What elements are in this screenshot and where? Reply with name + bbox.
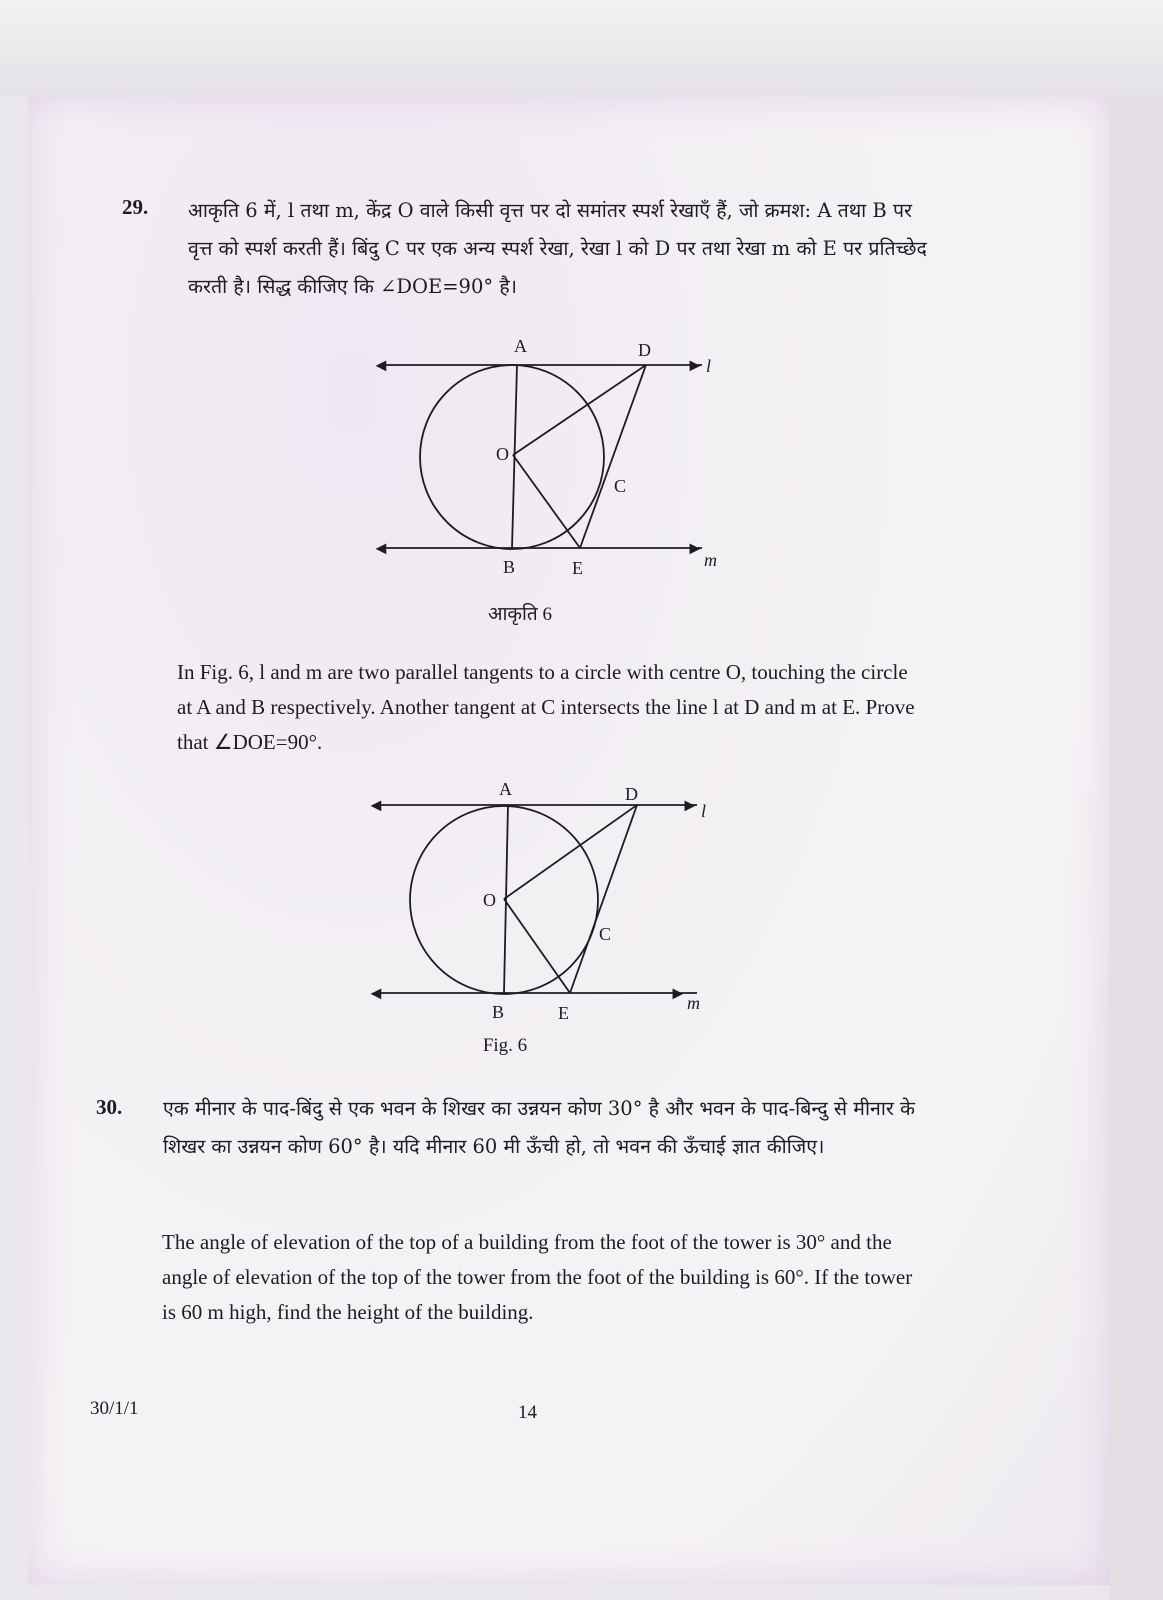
segment-od bbox=[504, 805, 637, 899]
label-e: E bbox=[558, 1003, 569, 1023]
segment-od bbox=[513, 365, 646, 455]
label-l: l bbox=[701, 801, 707, 821]
arrow-right-l: ► bbox=[686, 355, 704, 375]
label-o: O bbox=[483, 890, 496, 910]
figure-6-english-caption: Fig. 6 bbox=[482, 1035, 528, 1056]
label-b: B bbox=[492, 1002, 505, 1022]
page-right-edge bbox=[1110, 95, 1163, 1600]
page-number: 14 bbox=[518, 1402, 537, 1423]
figure-6-english bbox=[365, 775, 725, 1035]
question-29-number: 29. bbox=[122, 195, 149, 219]
arrow-right-l: ► bbox=[681, 795, 699, 815]
label-m: m bbox=[704, 550, 717, 570]
label-l: l bbox=[706, 356, 712, 376]
question-30-english-text: The angle of elevation of the top of a building from the foot of the tower is 30° and the angle of elevation of the top of the tower from the foot of the building is 60°. If the tower is 60 m high, find the height of the building. bbox=[162, 1230, 913, 1324]
label-c: C bbox=[599, 924, 612, 944]
label-a: A bbox=[499, 779, 512, 799]
question-29-english-text: In Fig. 6, l and m are two parallel tangents to a circle with centre O, touching the circle at A and B respectively. Another tangent at C intersects the line l at D and m at E. Prove that ∠DOE=90°. bbox=[177, 660, 915, 754]
page-top-band bbox=[0, 0, 1163, 95]
question-30-hindi-text: एक मीनार के पाद-बिंदु से एक भवन के शिखर का उन्नयन कोण 30° है और भवन के पाद-बिन्दु से मीनार के शिखर का उन्नयन कोण 60° है। यदि मीनार 60 मी ऊँची हो, तो भवन की ऊँचाई ज्ञात कीजिए। bbox=[163, 1097, 916, 1158]
arrow-left-m: ◄ bbox=[372, 538, 390, 558]
label-c: C bbox=[614, 476, 627, 496]
segment-oe bbox=[513, 455, 580, 548]
arrow-right-m: ► bbox=[669, 983, 687, 1003]
tangent-de bbox=[570, 805, 637, 993]
figure-6-hindi-caption: आकृति 6 bbox=[487, 604, 552, 625]
label-a: A bbox=[514, 336, 527, 356]
arrow-left-l: ◄ bbox=[372, 355, 390, 375]
figure-6-hindi bbox=[370, 330, 730, 590]
paper-code: 30/1/1 bbox=[90, 1398, 139, 1419]
arrow-left-m: ◄ bbox=[367, 983, 385, 1003]
question-29-hindi-text: आकृति 6 में, l तथा m, केंद्र O वाले किसी वृत्त पर दो समांतर स्पर्श रेखाएँ हैं, जो क्रमश: A तथा B पर वृत्त को स्पर्श करती हैं। बिंदु C पर एक अन्य स्पर्श रेखा, रेखा l को D पर तथा रेखा m को E पर प्रतिच्छेद करती है। सिद्ध कीजिए कि ∠DOE=90° है। bbox=[188, 199, 927, 298]
segment-oe bbox=[504, 899, 570, 993]
label-o: O bbox=[496, 444, 509, 464]
tangent-de bbox=[580, 365, 646, 548]
arrow-left-l: ◄ bbox=[367, 795, 385, 815]
label-d: D bbox=[638, 340, 651, 360]
label-d: D bbox=[625, 784, 638, 804]
label-e: E bbox=[572, 558, 583, 578]
arrow-right-m: ► bbox=[686, 538, 704, 558]
label-m: m bbox=[687, 993, 700, 1013]
question-30-number: 30. bbox=[96, 1095, 123, 1119]
label-b: B bbox=[503, 557, 516, 577]
